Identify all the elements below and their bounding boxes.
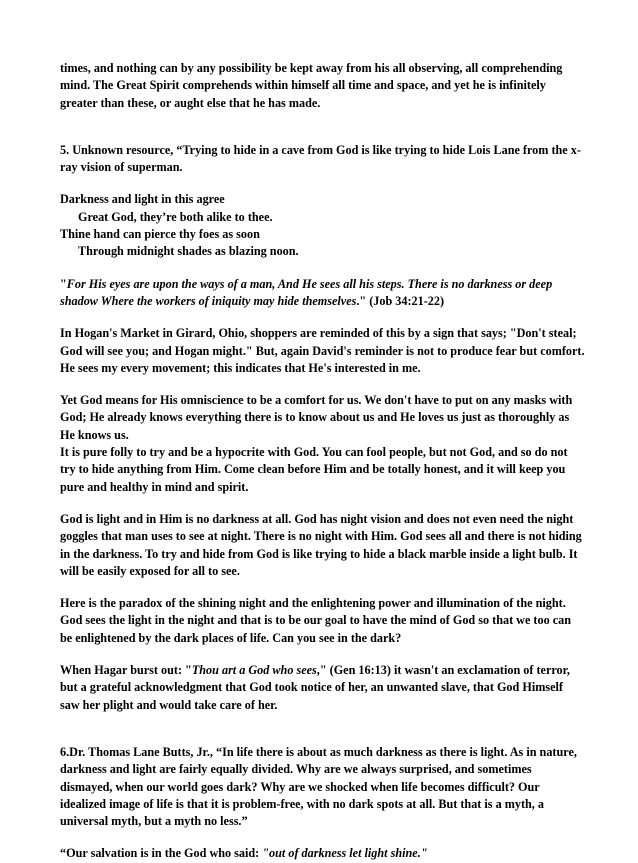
paragraph-butts: 6.Dr. Thomas Lane Butts, Jr., “In life there is about as much darkness as there is light. As in nature, darkness and light are fairly equally divided. Why are we always surprised, and sometimes dismayed, when our world goes dark? Why are we shocked when life becomes difficult? Our idealized image of life is that it is problem-free, with no dark spots at all. But that is a myth, a universal myth, but a myth no less.” [60, 744, 577, 829]
paragraph-hogans-market: In Hogan's Market in Girard, Ohio, shoppers are reminded of this by a sign that says; "Don't steal; God will see you; and Hogan might." But, again David's reminder is not to produce fear but comfort. He sees my every movement; this indicates that He's interested in me. [60, 326, 585, 375]
paragraph-omniscience: Yet God means for His omniscience to be a comfort for us. We don't have to put on any masks with God; He already knows everything there is to know about us and He loves us just as thoroughly as He knows us. [60, 393, 573, 442]
paragraph-hypocrite: It is pure folly to try and be a hypocrite with God. You can fool people, but not God, and so do not try to hide anything from Him. Come clean before Him and be totally honest, and it will keep you pure and healthy in mind and spirit. [60, 445, 568, 494]
document-page [60, 60, 585, 863]
paragraph-salvation: “Our salvation is in the God who said: "out of darkness let light shine." [60, 846, 428, 861]
poem-line-3: Thine hand can pierce thy foes as soon [60, 227, 260, 242]
paragraph-god-is-light: God is light and in Him is no darkness at all. God has night vision and does not even need the night goggles that man uses to see at night. There is no night with Him. God sees all and there is not hiding in the darkness. To try and hide from God is like trying to hide a black marble inside a light bulb. It will be easily exposed for all to see. [60, 511, 582, 578]
paragraph-unknown-resource: 5. Unknown resource, “Trying to hide in a cave from God is like trying to hide Lois Lane from the x-ray vision of superman. [60, 142, 581, 175]
hagar-quote-italic: Thou art a God who sees [191, 663, 317, 678]
paragraph-continuation: times, and nothing can by any possibility be kept away from his all observing, all comprehending mind. The Great Spirit comprehends within himself all time and space, and yet he is infinitely greater than these, or aught else that he has made. [60, 61, 563, 110]
paragraph-hagar: When Hagar burst out: "Thou art a God who sees," (Gen 16:13) it wasn't an exclamation of terror, but a grateful acknowledgment that God took notice of her, an unwanted slave, that God Himself saw her plight and would take care of her. [60, 663, 570, 712]
poem-line-2: Great God, they’re both alike to thee. [78, 209, 273, 224]
job-quote-italic: For His eyes are upon the ways of a man, And He sees all his steps. There is no darkness or deep shadow Where the workers of iniquity may hide themselves [60, 276, 553, 308]
poem-line-1: Darkness and light in this agree [60, 192, 225, 207]
salvation-quote-italic: "out of darkness let light shine." [262, 846, 428, 861]
poem [60, 191, 585, 260]
paragraph-job-quote: "For His eyes are upon the ways of a man, And He sees all his steps. There is no darkness or deep shadow Where the workers of iniquity may hide themselves." (Job 34:21-22) [60, 276, 553, 308]
poem-line-4: Through midnight shades as blazing noon. [78, 244, 299, 259]
paragraph-paradox: Here is the paradox of the shining night and the enlightening power and illumination of the night. God sees the light in the night and that is to be our goal to have the mind of God so that we too can be enlightened by the dark places of life. Can you see in the dark? [60, 596, 572, 645]
